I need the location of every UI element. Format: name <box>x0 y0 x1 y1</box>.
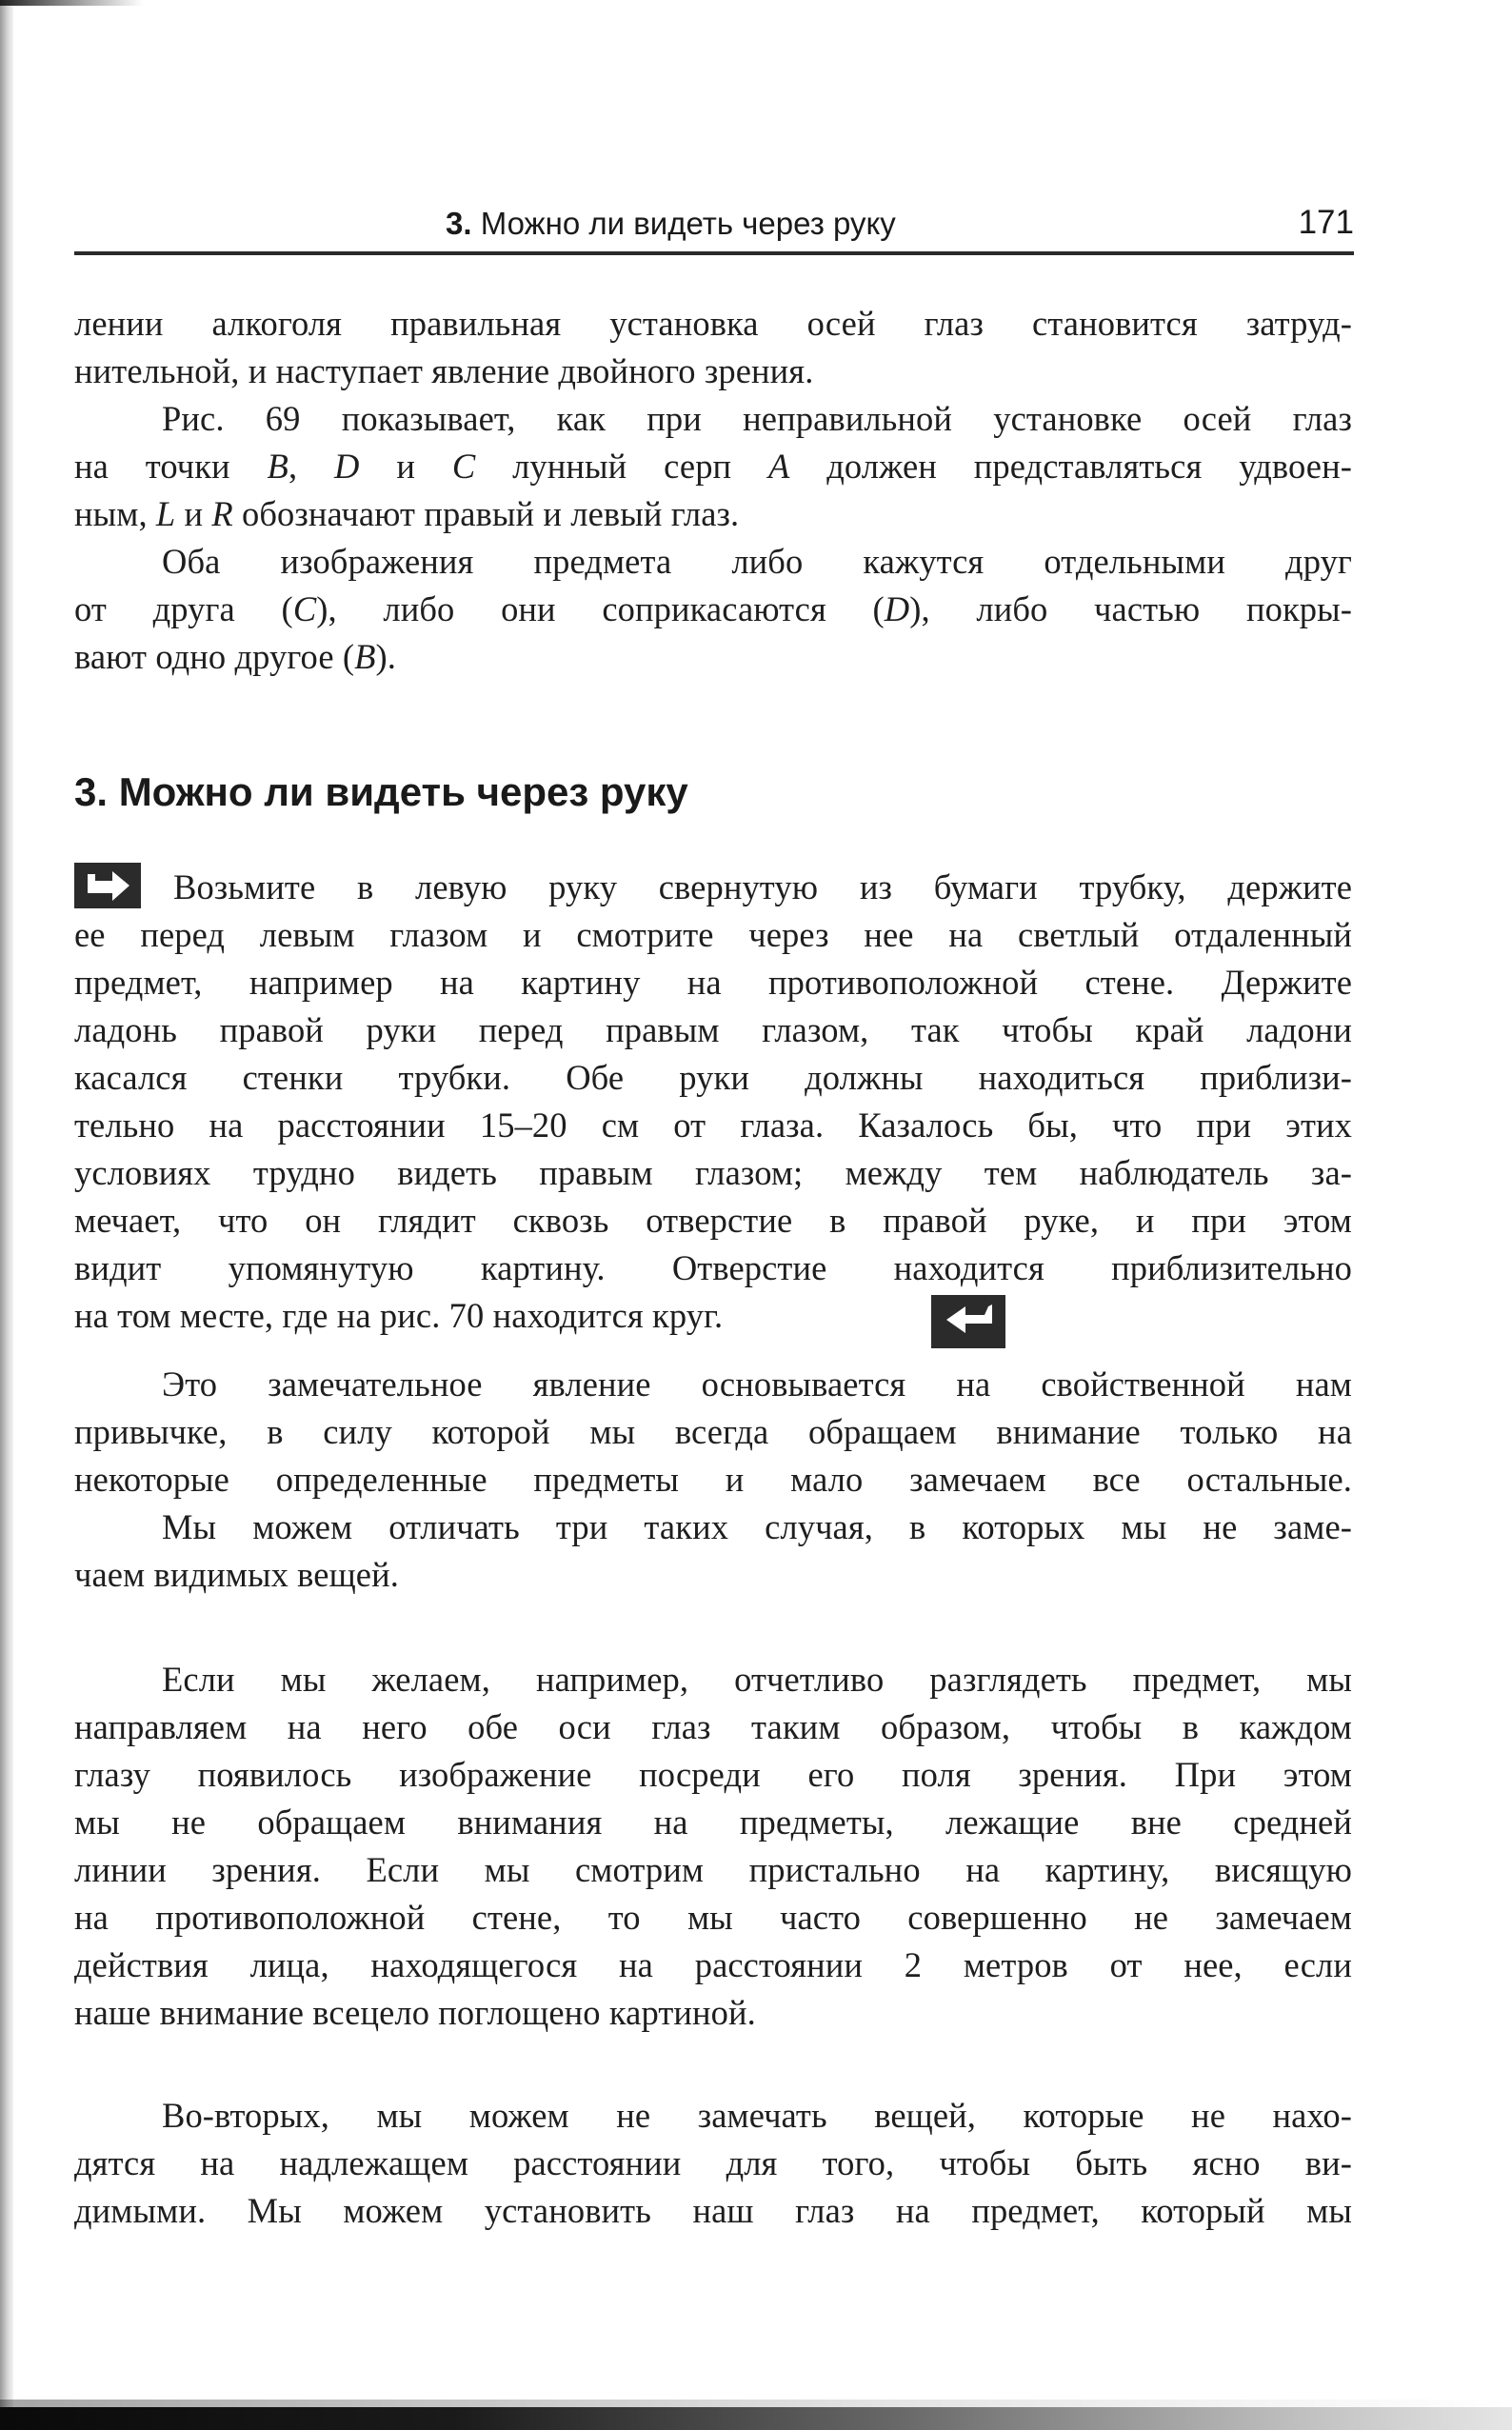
text-line: наше внимание всецело поглощено картиной. <box>74 1993 756 2032</box>
variable-C: C <box>292 589 317 628</box>
text-line: дятся на надлежащем расстоянии для того, чтобы быть ясно ви- <box>74 2143 1352 2182</box>
text-line: некоторые определенные предметы и мало замечаем все остальные. <box>74 1460 1352 1499</box>
text-run: вают одно другое ( <box>74 637 355 676</box>
running-header-section-title: Можно ли видеть через руку <box>480 206 896 241</box>
text-line: Возьмите в левую руку свернутую из бумаги трубку, держите <box>173 867 1352 906</box>
arrow-right-icon <box>74 863 141 908</box>
variable-D: D <box>884 589 910 628</box>
text-line: на противоположной стене, то мы часто совершенно не замечаем <box>74 1898 1352 1937</box>
scan-bottom-shadow <box>0 2400 1512 2407</box>
text-line: Это замечательное явление основывается на свойственной нам <box>162 1364 1352 1404</box>
arrow-left-icon <box>931 1295 1005 1348</box>
text-line: Если мы желаем, например, отчетливо разглядеть предмет, мы <box>162 1660 1352 1699</box>
text-line: на том месте, где на рис. 70 находится круг. <box>74 1296 724 1335</box>
scan-top-smudge <box>0 0 143 6</box>
scan-bottom-edge <box>0 2407 1512 2430</box>
text-line: чаем видимых вещей. <box>74 1555 399 1594</box>
text-line: нительной, и наступает явление двойного зрения. <box>74 351 814 390</box>
text-run: от друга ( <box>74 589 293 628</box>
variable-D: D <box>334 447 360 486</box>
text-run: ). <box>375 637 397 676</box>
text-run: обозначают правый и левый глаз. <box>232 494 740 533</box>
text-line: предмет, например на картину на противоположной стене. Держите <box>74 963 1352 1002</box>
text-run: лунный серп <box>475 447 769 486</box>
text-line: тельно на расстоянии 15–20 см от глаза. Казалось бы, что при этих <box>74 1105 1352 1145</box>
variable-L: L <box>155 494 176 533</box>
section-heading: 3. Можно ли видеть через руку <box>74 769 688 814</box>
variable-C: C <box>451 447 476 486</box>
page-number: 171 <box>1298 204 1354 241</box>
text-line: лении алкоголя правильная установка осей глаз становится затруд- <box>74 304 1352 343</box>
text-run: ), либо они соприкасаются ( <box>316 589 885 628</box>
running-header-title <box>446 206 896 242</box>
text-line: мечает, что он глядит сквозь отверстие в правой руке, и при этом <box>74 1201 1352 1240</box>
text-line <box>74 493 1352 535</box>
text-line: касался стенки трубки. Обе руки должны находиться приблизи- <box>74 1058 1352 1097</box>
text-line: ее перед левым глазом и смотрите через нее на светлый отдаленный <box>74 915 1352 954</box>
running-header <box>74 196 1354 249</box>
text-line: привычке, в силу которой мы всегда обращаем внимание только на <box>74 1412 1352 1451</box>
variable-B: B <box>354 637 376 676</box>
text-line: мы не обращаем внимания на предметы, лежащие вне средней <box>74 1803 1352 1842</box>
variable-B: B <box>267 447 288 486</box>
text-run: ), либо частью покры- <box>909 589 1353 628</box>
text-line: линии зрения. Если мы смотрим пристально на картину, висящую <box>74 1850 1352 1889</box>
text-run: ным, <box>74 494 156 533</box>
text-line: димыми. Мы можем установить наш глаз на предмет, который мы <box>74 2191 1352 2230</box>
text-line: видит упомянутую картину. Отверстие находится приблизительно <box>74 1248 1352 1287</box>
variable-R: R <box>211 494 233 533</box>
text-run: должен представляться удвоен- <box>789 447 1352 486</box>
text-line: условиях трудно видеть правым глазом; между тем наблюдатель за- <box>74 1153 1352 1192</box>
text-line: Оба изображения предмета либо кажутся отдельными друг <box>162 542 1352 581</box>
text-run: , <box>288 447 335 486</box>
scan-left-edge-shadow <box>0 0 13 2430</box>
text-line: направляем на него обе оси глаз таким образом, чтобы в каждом <box>74 1707 1352 1746</box>
text-line: Мы можем отличать три таких случая, в которых мы не заме- <box>162 1507 1352 1546</box>
text-line: Во-вторых, мы можем не замечать вещей, которые не нахо- <box>162 2096 1352 2135</box>
text-line: ладонь правой руки перед правым глазом, так чтобы край ладони <box>74 1010 1352 1049</box>
running-header-section-number: 3. <box>446 206 472 241</box>
text-run: на точки <box>74 447 268 486</box>
text-line: Рис. 69 показывает, как при неправильной установке осей глаз <box>162 399 1352 438</box>
text-run: и <box>359 447 452 486</box>
text-run: и <box>175 494 212 533</box>
header-rule <box>74 251 1354 255</box>
text-line <box>74 446 1352 488</box>
text-line <box>74 636 1352 678</box>
variable-A: A <box>768 447 790 486</box>
text-line: глазу появилось изображение посреди его поля зрения. При этом <box>74 1755 1352 1794</box>
text-line <box>74 588 1352 630</box>
text-line: действия лица, находящегося на расстоянии 2 метров от нее, если <box>74 1945 1352 1984</box>
